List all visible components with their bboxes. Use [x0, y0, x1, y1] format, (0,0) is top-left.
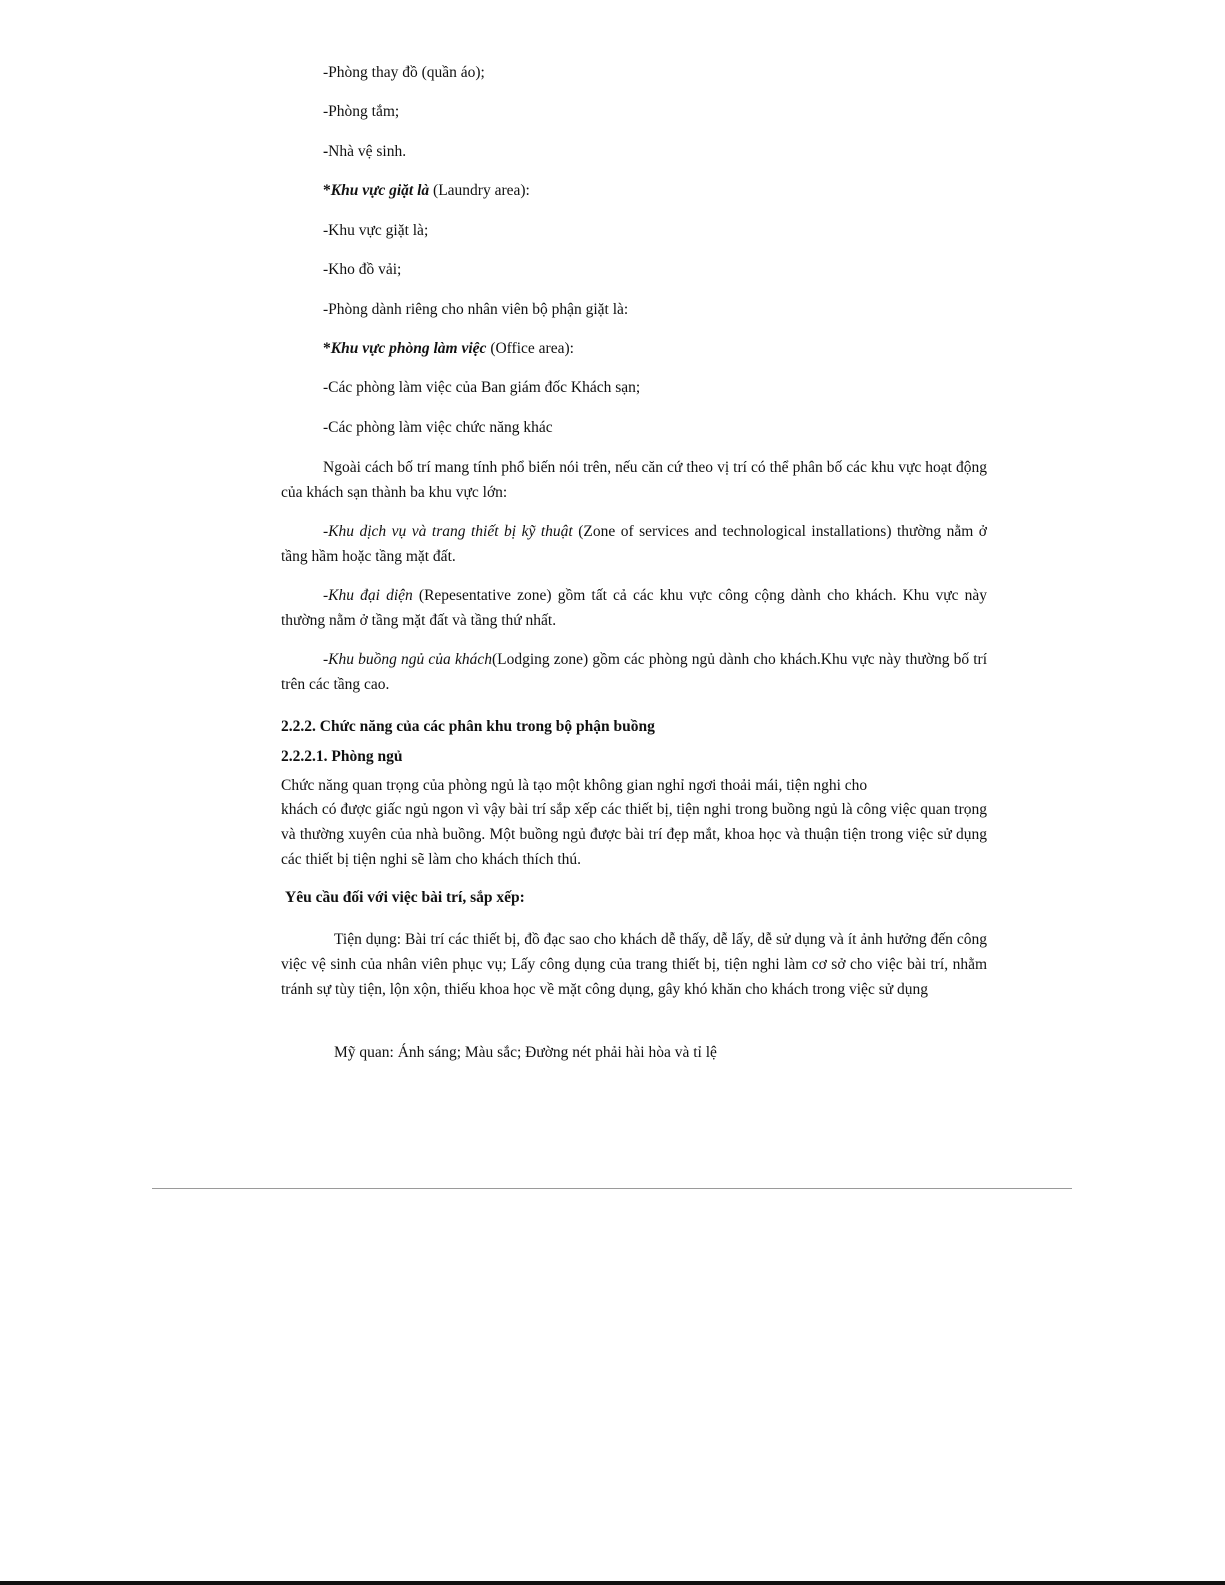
representative-zone-title: -Khu đại diện — [323, 587, 413, 604]
page-footer-rule — [152, 1188, 1072, 1189]
office-en: (Office area): — [486, 340, 574, 357]
heading-2-2-2: 2.2.2. Chức năng của các phân khu trong bộ phận buồng — [281, 718, 655, 735]
paragraph-bedroom-function: khách có được giấc ngủ ngon vì vậy bài trí sắp xếp các thiết bị, tiện nghi trong buồng ngủ là công việc quan trọng và thường xuyên của nhà buồng. Một buồng ngủ được bài trí đẹp mắt, khoa học và thuận tiện trong việc sử dụng các thiết bị tiện nghi sẽ làm cho khách thích thú. — [281, 801, 987, 868]
section-office-area — [323, 339, 574, 359]
service-zone-title: -Khu dịch vụ và trang thiết bị kỹ thuật — [323, 523, 573, 540]
service-zone-text: (Zone of services and technological installations) thường nằm ở tầng hầm hoặc tầng mặt đất. — [281, 523, 987, 565]
lodging-zone-title: -Khu buồng ngủ của khách — [323, 651, 492, 668]
paragraph-convenience: Tiện dụng: Bài trí các thiết bị, đồ đạc sao cho khách dễ thấy, dễ lấy, dễ sử dụng và ít ảnh hưởng đến công việc vệ sinh của nhân viên phục vụ; Lấy công dụng của trang thiết bị, tiện nghi làm cơ sở cho việc bài trí, nhằm tránh sự tùy tiện, lộn xộn, thiếu khoa học về mặt công dụng, gây khó khăn cho khách trong việc sử dụng — [281, 931, 987, 998]
laundry-en: (Laundry area): — [429, 182, 530, 199]
list-item-bathroom: -Phòng tắm; — [323, 103, 400, 120]
paragraph-aesthetics: Mỹ quan: Ánh sáng; Màu sắc; Đường nét phải hài hòa và tỉ lệ — [334, 1044, 717, 1061]
list-item-changing-room: -Phòng thay đồ (quần áo); — [323, 64, 485, 81]
dash-marker: - — [323, 143, 329, 160]
toilet-text: Nhà vệ sinh. — [328, 143, 407, 160]
bottom-edge-bar — [0, 1581, 1225, 1585]
paragraph-lodging-zone — [281, 647, 987, 697]
star-marker: * — [323, 340, 331, 357]
paragraph-service-zone — [281, 519, 987, 569]
section-laundry-area — [323, 181, 530, 201]
office-title: Khu vực phòng làm việc — [330, 340, 487, 357]
laundry-title: Khu vực giặt là — [330, 182, 430, 199]
representative-zone-text: (Repesentative zone) gồm tất cả các khu vực công cộng dành cho khách. Khu vực này thường nằm ở tầng mặt đất và tầng thứ nhất. — [281, 587, 987, 629]
heading-2-2-2-1: 2.2.2.1. Phòng ngủ — [281, 748, 403, 765]
paragraph-bedroom-first-line: Chức năng quan trọng của phòng ngủ là tạo một không gian nghỉ ngơi thoải mái, tiện nghi cho — [281, 777, 868, 794]
paragraph-zones-intro: Ngoài cách bố trí mang tính phổ biến nói trên, nếu căn cứ theo vị trí có thể phân bố các khu vực hoạt động của khách sạn thành ba khu vực lớn: — [281, 459, 987, 501]
heading-arrangement-requirements: Yêu cầu đối với việc bài trí, sắp xếp: — [285, 889, 525, 906]
list-item-laundry: -Khu vực giặt là; — [323, 222, 429, 239]
list-item-toilet — [323, 142, 406, 162]
list-item-other-offices: -Các phòng làm việc chức năng khác — [323, 419, 553, 436]
lodging-zone-text: (Lodging zone) gồm các phòng ngủ dành cho khách.Khu vực này thường bố trí trên các tầng cao. — [281, 651, 987, 693]
list-item-director-offices: -Các phòng làm việc của Ban giám đốc Khách sạn; — [323, 379, 641, 396]
star-marker: * — [323, 182, 331, 199]
list-item-laundry-staff-room: -Phòng dành riêng cho nhân viên bộ phận giặt là: — [323, 301, 629, 318]
list-item-linen-store: -Kho đồ vải; — [323, 261, 402, 278]
paragraph-representative-zone — [281, 583, 987, 633]
